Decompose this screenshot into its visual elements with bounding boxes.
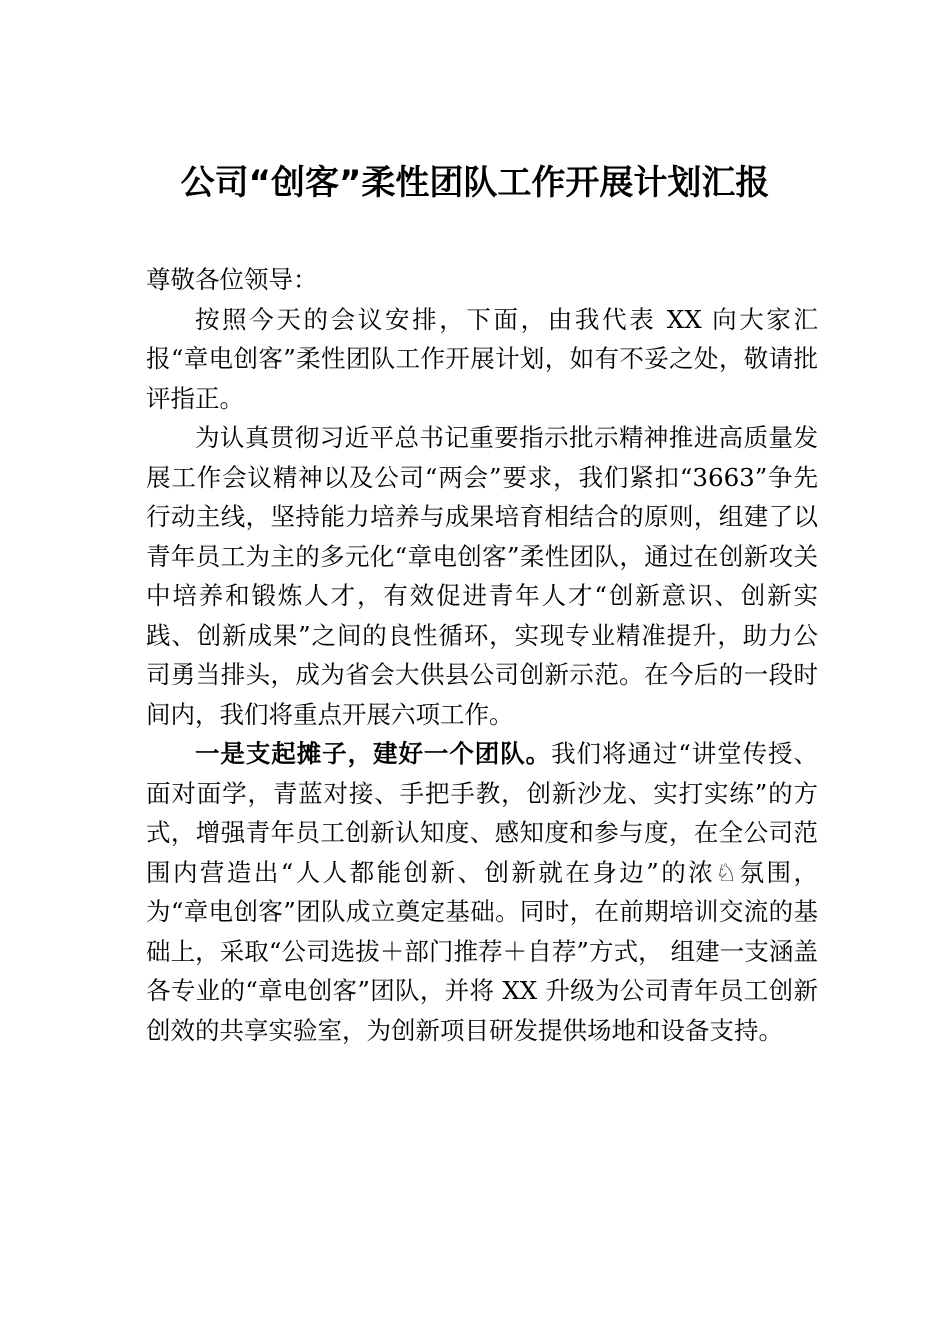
paragraph-text: 我们将通过“讲堂传授、面对面学，青蓝对接、手把手教，创新沙龙、实打实练”的方式，增强青年员工创新认知度、感知度和参与度，在全公司范围内营造出“人人都能创新、创新就在身边”的浓♘氛围，为“章电创客”团队成立奠定基础。同时，在前期培训交流的基础上，采取“公司选拔＋部门推荐＋自荐”方式， 组建一支涵盖各专业的“章电创客”团队，并将 XX 升级为公司青年员工创新创效的共享实验室，为创新项目研发提供场地和设备支持。 xyxy=(146,739,818,1045)
paragraph-intro xyxy=(146,300,818,419)
paragraph-background xyxy=(146,418,818,734)
paragraph-lead-heading: 一是支起摊子，建好一个团队。 xyxy=(195,739,552,768)
document-title: 公司“创客”柔性团队工作开展计划汇报 xyxy=(180,163,770,203)
paragraph-text: 按照今天的会议安排，下面，由我代表 XX 向大家汇报“章电创客”柔性团队工作开展计划，如有不妥之处，敬请批评指正。 xyxy=(146,304,818,413)
document-body xyxy=(146,260,818,1050)
paragraph-task-one xyxy=(146,734,818,1050)
paragraph-text: 为认真贯彻习近平总书记重要指示批示精神推进高质量发展工作会议精神以及公司“两会”要求，我们紧扣“3663”争先行动主线，坚持能力培养与成果培育相结合的原则，组建了以青年员工为主的多元化“章电创客”柔性团队，通过在创新攻关中培养和锻炼人才，有效促进青年人才“创新意识、创新实践、创新成果”之间的良性循环，实现专业精准提升，助力公司勇当排头，成为省会大供县公司创新示范。在今后的一段时间内，我们将重点开展六项工作。 xyxy=(146,423,818,729)
salutation: 尊敬各位领导： xyxy=(146,265,318,294)
